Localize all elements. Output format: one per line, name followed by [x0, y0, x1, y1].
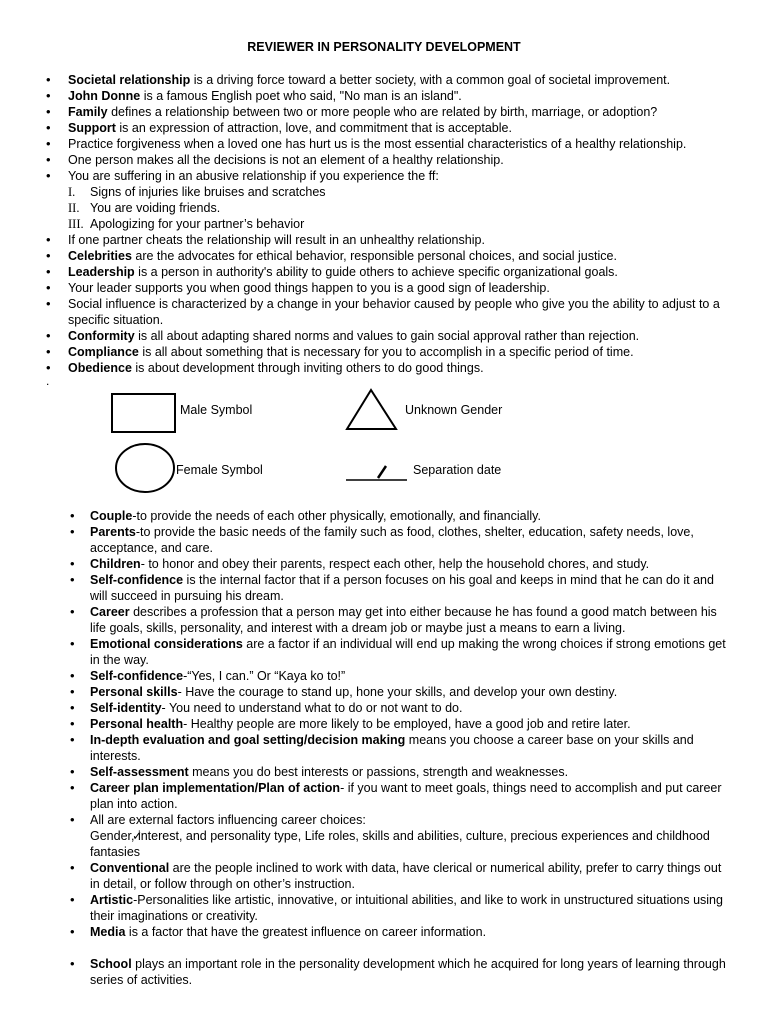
genogram-legend	[0, 386, 768, 496]
list-item: • Social influence is characterized by a change in your behavior caused by people who give you the ability to adjust to a specific situation.	[0, 296, 768, 328]
list-item: • Self-confidence-“Yes, I can.” Or “Kaya ko to!”	[0, 668, 768, 684]
roman-list-item: II. You are voiding friends.	[68, 201, 221, 215]
bullet-list-relationships	[0, 72, 768, 376]
list-item: • Self-identity- You need to understand what to do or not want to do.	[0, 700, 768, 716]
list-item: • School plays an important role in the personality development which he acquired for long years of learning through series of activities.	[0, 956, 768, 988]
female-symbol-label: Female Symbol	[176, 463, 263, 477]
list-item: • Practice forgiveness when a loved one has hurt us is the most essential characteristics of a healthy relationship.	[0, 136, 768, 152]
list-item: • Celebrities are the advocates for ethical behavior, responsible personal choices, and social justice.	[0, 248, 768, 264]
unknown-gender-label: Unknown Gender	[405, 403, 503, 417]
list-item: • Career describes a profession that a person may get into either because he has found a good match between his life goals, skills, personality, and interest with a dream job or maybe just a means to earn a living.	[0, 604, 768, 636]
list-item: • Children- to honor and obey their parents, respect each other, help the household chores, and study.	[0, 556, 768, 572]
male-symbol-label: Male Symbol	[180, 403, 253, 417]
spacer	[0, 940, 768, 956]
list-item: • Societal relationship is a driving force toward a better society, with a common goal of societal improvement.	[0, 72, 768, 88]
list-item: • John Donne is a famous English poet who said, "No man is an island".	[0, 88, 768, 104]
list-item: • Your leader supports you when good things happen to you is a good sign of leadership.	[0, 280, 768, 296]
separation-date-label: Separation date	[413, 463, 502, 477]
list-item: • All are external factors influencing career choices:	[0, 812, 768, 828]
list-item: • Self-assessment means you do best interests or passions, strength and weaknesses.	[0, 764, 768, 780]
list-item: • Personal health- Healthy people are more likely to be employed, have a good job and retire later.	[0, 716, 768, 732]
list-item: • Media is a factor that have the greatest influence on career information.	[0, 924, 768, 940]
list-item: • One person makes all the decisions is not an element of a healthy relationship.	[0, 152, 768, 168]
list-item: • Obedience is about development through inviting others to do good things.	[0, 360, 768, 376]
circle-symbol-icon	[116, 444, 174, 492]
roman-list-item: I. Signs of injuries like bruises and scratches	[68, 185, 326, 199]
document-title: REVIEWER IN PERSONALITY DEVELOPMENT	[247, 40, 521, 54]
roman-list-item: III. Apologizing for your partner’s behavior	[68, 217, 305, 231]
separation-slash-icon	[378, 466, 386, 478]
list-item: • Leadership is a person in authority's ability to guide others to achieve specific organizational goals.	[0, 264, 768, 280]
list-item: • If one partner cheats the relationship will result in an unhealthy relationship.	[0, 232, 768, 248]
list-item: • Career plan implementation/Plan of action- if you want to meet goals, things need to accomplish and put career plan into action.	[0, 780, 768, 812]
list-item: • In-depth evaluation and goal setting/decision making means you choose a career base on your skills and interests.	[0, 732, 768, 764]
list-item: • Couple-to provide the needs of each other physically, emotionally, and financially.	[0, 508, 768, 524]
list-item: • Parents-to provide the basic needs of the family such as food, clothes, shelter, education, safety needs, love, acceptance, and care.	[0, 524, 768, 556]
list-item: • Emotional considerations are a factor if an individual will end up making the wrong choices if strong emotions get in the way.	[0, 636, 768, 668]
list-item: • Personal skills- Have the courage to stand up, hone your skills, and develop your own destiny.	[0, 684, 768, 700]
list-item: • Conventional are the people inclined to work with data, have clerical or numerical ability, prefer to carry things out in detail, or follow through on other’s instruction.	[0, 860, 768, 892]
list-item: • You are suffering in an abusive relationship if you experience the ff:	[0, 168, 768, 184]
list-item: • Self-confidence is the internal factor that if a person focuses on his goal and keeps in mind that he can do it and will succeed in pursuing his dream.	[0, 572, 768, 604]
stray-dot: .	[46, 374, 50, 388]
list-item: • Family defines a relationship between two or more people who are related by birth, marriage, or adoption?	[0, 104, 768, 120]
list-item: • Compliance is all about something that is necessary for you to accomplish in a specific period of time.	[0, 344, 768, 360]
square-symbol-icon	[112, 394, 175, 432]
legend-symbols	[0, 386, 768, 496]
list-item: • Artistic-Personalities like artistic, innovative, or intuitional abilities, and like to work in unstructured situations using their imaginations or creativity.	[0, 892, 768, 924]
list-item: • Support is an expression of attraction, love, and commitment that is acceptable.	[0, 120, 768, 136]
list-item: • Conformity is all about adapting shared norms and values to gain social approval rather than rejection.	[0, 328, 768, 344]
triangle-symbol-icon	[347, 390, 396, 429]
checklist-item: ✓ Gender, interest, and personality type, Life roles, skills and abilities, culture, precious experiences and childhood fantasies	[0, 828, 768, 860]
bullet-list-career	[0, 508, 768, 988]
